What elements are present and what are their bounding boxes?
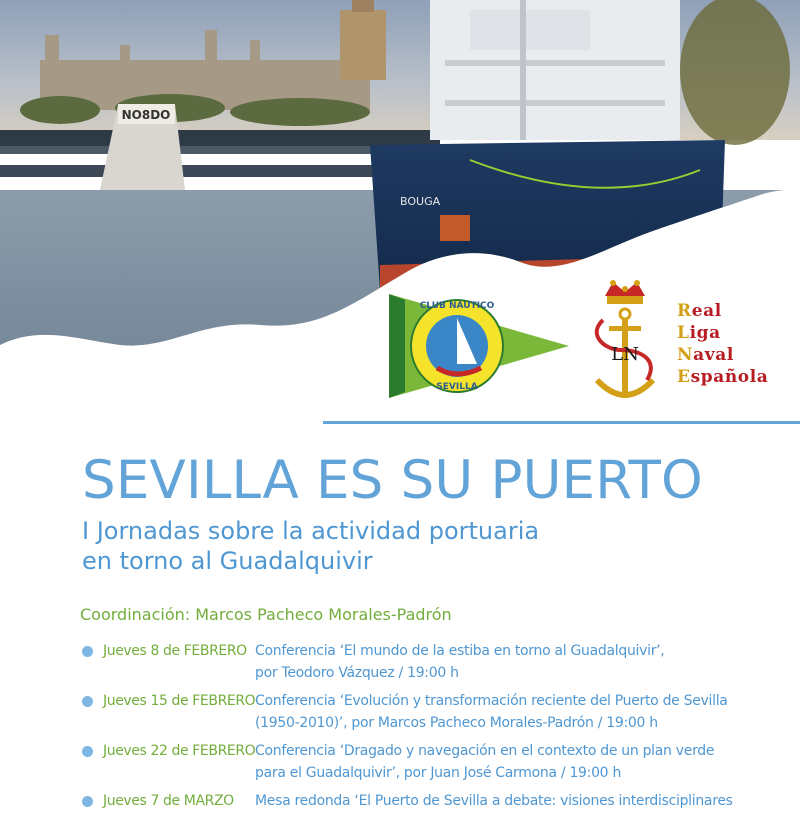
tree-right bbox=[680, 0, 790, 145]
club-nautico-bottom-text: SEVILLA bbox=[436, 382, 478, 392]
no8do-text: NO8DO bbox=[121, 108, 171, 122]
event-description: Mesa redonda ‘El Puerto de Sevilla a debate: visiones interdisciplinares bbox=[255, 793, 733, 809]
bullet-icon bbox=[82, 746, 93, 757]
rln-name-lines bbox=[677, 300, 768, 388]
bullet-icon bbox=[82, 796, 93, 807]
event-description: Conferencia ‘El mundo de la estiba en torno al Guadalquivir’, por Teodoro Vázquez / 19:00 h bbox=[255, 643, 665, 681]
events-list bbox=[80, 640, 796, 840]
rln-line: Naval bbox=[677, 345, 734, 365]
event-date: Jueves 7 de MARZO bbox=[103, 793, 234, 809]
club-nautico-top-text: CLUB NÁUTICO bbox=[419, 301, 495, 311]
event-description: Conferencia ‘Dragado y navegación en el contexto de un plan verde para el Guadalquivir’, por Juan José Carmona / 19:00 h bbox=[255, 743, 715, 781]
bridge-deck bbox=[0, 130, 440, 146]
event-item bbox=[80, 690, 796, 740]
event-item bbox=[80, 640, 796, 690]
rln-line: Real bbox=[677, 301, 722, 321]
subtitle bbox=[82, 516, 539, 576]
event-item bbox=[80, 790, 796, 840]
ship-name: BOUGA bbox=[400, 195, 441, 208]
event-description: Conferencia ‘Evolución y transformación reciente del Puerto de Sevilla (1950-2010)’, por Marcos Pacheco Morales-Padrón / 19:00 h bbox=[255, 693, 728, 731]
rln-line: Liga bbox=[677, 323, 721, 343]
event-item bbox=[80, 740, 796, 790]
divider-rule bbox=[323, 421, 800, 424]
bullet-icon bbox=[82, 646, 93, 657]
event-date: Jueves 15 de FEBRERO bbox=[103, 693, 256, 709]
rln-monogram: LN bbox=[611, 344, 639, 365]
crown-icon bbox=[605, 280, 645, 304]
page-title: SEVILLA ES SU PUERTO bbox=[82, 450, 703, 511]
logos-area bbox=[385, 280, 785, 415]
coordination-text: Coordinación: Marcos Pacheco Morales-Padrón bbox=[80, 605, 452, 624]
event-date: Jueves 8 de FEBRERO bbox=[103, 643, 247, 659]
club-nautico-pennant-logo bbox=[385, 292, 575, 402]
event-date: Jueves 22 de FEBRERO bbox=[103, 743, 256, 759]
subtitle-line: en torno al Guadalquivir bbox=[82, 547, 373, 575]
rln-anchor-emblem bbox=[585, 280, 665, 410]
subtitle-line: I Jornadas sobre la actividad portuaria bbox=[82, 517, 540, 545]
bullet-icon bbox=[82, 696, 93, 707]
rln-line: Española bbox=[677, 367, 769, 387]
